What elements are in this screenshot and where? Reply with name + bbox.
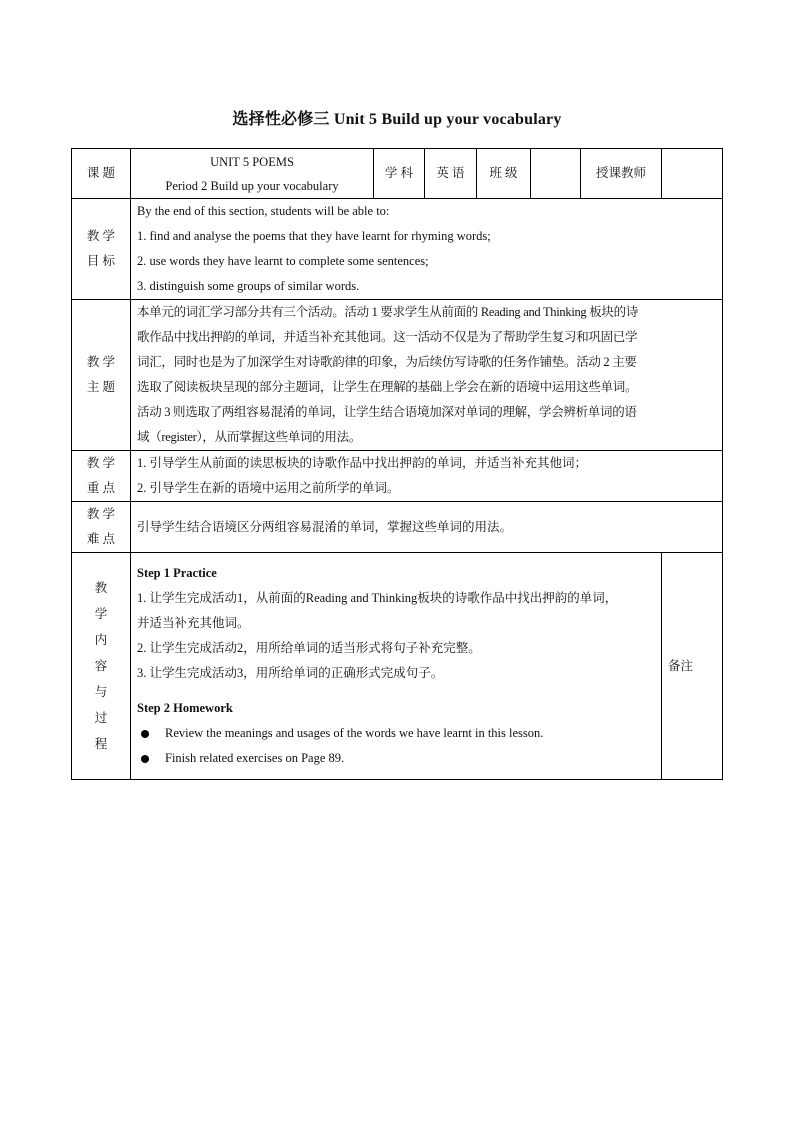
- notes-cell: [662, 553, 723, 780]
- step1-line: 1. 让学生完成活动1，从前面的Reading and Thinking板块的诗歌作品中找出押韵的单词，: [137, 591, 618, 605]
- class-label: 班 级: [477, 149, 531, 199]
- lesson-plan-table: [71, 148, 723, 780]
- homework-item: Finish related exercises on Page 89.: [137, 746, 655, 771]
- theme-row: [72, 300, 723, 451]
- lesson-title-cell: [131, 149, 374, 199]
- objectives-content: [131, 199, 723, 300]
- objectives-row: [72, 199, 723, 300]
- unit-name: UNIT 5 POEMS: [210, 154, 294, 169]
- subject-label: 课 题: [72, 149, 131, 199]
- step1-line: 并适当补充其他词。: [137, 616, 250, 630]
- objective-line: 2. use words they have learnt to complete some sentences;: [137, 254, 429, 268]
- discipline-value: 英 语: [425, 149, 477, 199]
- objectives-label: 教 学 目 标: [72, 199, 131, 300]
- difficulties-content: 引导学生结合语境区分两组容易混淆的单词，掌握这些单词的用法。: [131, 502, 723, 553]
- theme-line: 选取了阅读板块呈现的部分主题词，让学生在理解的基础上学会在新的语境中运用这些单词。: [137, 380, 638, 394]
- key-points-row: [72, 451, 723, 502]
- key-point-line: 2. 引导学生在新的语境中运用之前所学的单词。: [137, 481, 400, 495]
- key-point-line: 1. 引导学生从前面的读思板块的诗歌作品中找出押韵的单词，并适当补充其他词；: [137, 456, 588, 470]
- process-row: [72, 553, 723, 780]
- theme-line: 歌作品中找出押韵的单词，并适当补充其他词。这一活动不仅是为了帮助学生复习和巩固已学: [137, 330, 638, 344]
- objective-line: 1. find and analyse the poems that they have learnt for rhyming words;: [137, 229, 491, 243]
- key-points-label: 教 学 重 点: [72, 451, 131, 502]
- step1-title: Step 1 Practice: [137, 566, 217, 580]
- objective-line: 3. distinguish some groups of similar words.: [137, 279, 360, 293]
- homework-item: Review the meanings and usages of the words we have learnt in this lesson.: [137, 721, 655, 746]
- theme-line: 本单元的词汇学习部分共有三个活动。活动 1 要求学生从前面的 Reading and Thinking 板块的诗: [137, 305, 639, 319]
- period-name: Period 2 Build up your vocabulary: [165, 178, 339, 193]
- process-content: [131, 553, 662, 780]
- class-value: [531, 149, 581, 199]
- header-row: [72, 149, 723, 199]
- theme-line: 词汇，同时也是为了加深学生对诗歌韵律的印象，为后续仿写诗歌的任务作铺垫。活动 2 主要: [137, 355, 637, 369]
- step1-line: 3. 让学生完成活动3，用所给单词的正确形式完成句子。: [137, 666, 444, 680]
- teacher-label: 授课教师: [581, 149, 662, 199]
- document-title: 选择性必修三 Unit 5 Build up your vocabulary: [232, 111, 562, 128]
- theme-line: 域（register），从而掌握这些单词的用法。: [137, 430, 362, 444]
- objective-line: By the end of this section, students will be able to:: [137, 204, 390, 218]
- bullet-icon: [141, 730, 149, 738]
- difficulties-label: 教 学 难 点: [72, 502, 131, 553]
- discipline-label: 学 科: [374, 149, 425, 199]
- difficulties-row: [72, 502, 723, 553]
- theme-label: 教 学 主 题: [72, 300, 131, 451]
- step2-title: Step 2 Homework: [137, 701, 233, 715]
- notes-label: 备注: [668, 658, 694, 673]
- process-label: 教 学 内 容 与 过 程: [72, 553, 131, 780]
- theme-line: 活动 3 则选取了两组容易混淆的单词，让学生结合语境加深对单词的理解，学会辨析单词的语: [137, 405, 637, 419]
- teacher-value: [662, 149, 723, 199]
- step1-line: 2. 让学生完成活动2，用所给单词的适当形式将句子补充完整。: [137, 641, 481, 655]
- key-points-content: [131, 451, 723, 502]
- theme-content: [131, 300, 723, 451]
- bullet-icon: [141, 755, 149, 763]
